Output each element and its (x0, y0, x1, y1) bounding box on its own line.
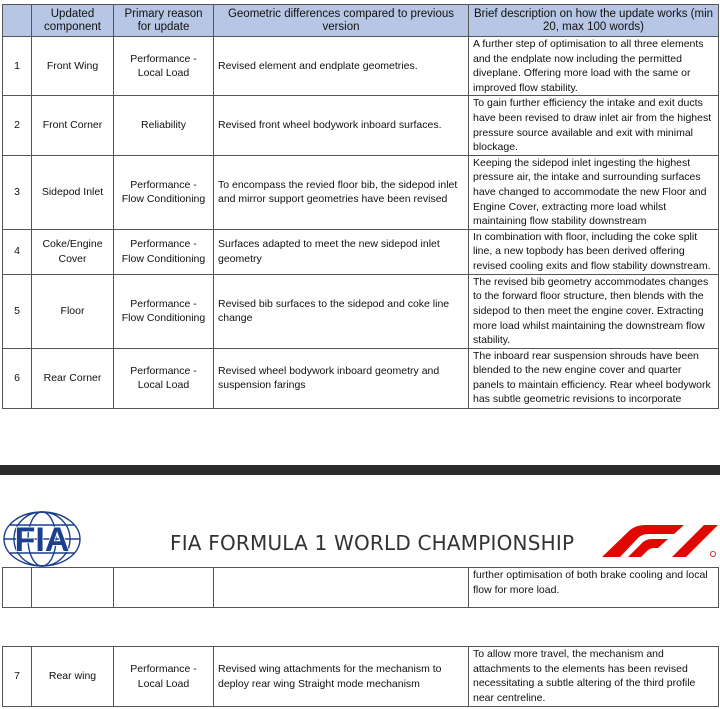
row-number: 4 (3, 229, 32, 274)
header-description: Brief description on how the update works (min 20, max 100 words) (469, 5, 719, 37)
row-component: Rear Corner (32, 348, 114, 408)
row-description: To allow more travel, the mechanism and attachments to the elements has been revised necessitating a subtle altering of the third profile near centreline. (469, 647, 719, 707)
row-geometry (214, 568, 469, 608)
row-number: 6 (3, 348, 32, 408)
row-description: A further step of optimisation to all three elements and the endplate now including the permitted diveplane. Offering more load with the same or improved flow stability. (469, 37, 719, 96)
row-reason (114, 568, 214, 608)
f1-logo (600, 524, 720, 558)
row-reason: Reliability (114, 96, 214, 155)
row-geometry: Revised wing attachments for the mechanism to deploy rear wing Straight mode mechanism (214, 647, 469, 707)
header-component: Updated component (32, 5, 114, 37)
row-geometry: To encompass the revied floor bib, the sidepod inlet and mirror support geometries have been revised (214, 155, 469, 229)
header-geometry: Geometric differences compared to previous version (214, 5, 469, 37)
row-geometry: Revised bib surfaces to the sidepod and coke line change (214, 274, 469, 348)
updates-table (2, 4, 719, 409)
row-geometry: Revised front wheel bodywork inboard surfaces. (214, 96, 469, 155)
table-row (3, 37, 719, 96)
page-header-title: FIA FORMULA 1 WORLD CHAMPIONSHIP (170, 531, 575, 555)
row-reason: Performance - Local Load (114, 647, 214, 707)
row-number: 3 (3, 155, 32, 229)
row-geometry: Surfaces adapted to meet the new sidepod inlet geometry (214, 229, 469, 274)
table-row (3, 96, 719, 155)
row-number: 2 (3, 96, 32, 155)
table-row (3, 348, 719, 408)
table-header-row (3, 5, 719, 37)
table-row (3, 568, 719, 608)
row-description: The revised bib geometry accommodates changes to the forward floor structure, then blends with the sidepod to then meet the engine cover. Extracting more load whilst maintaining the downstream flow stability. (469, 274, 719, 348)
row-component: Sidepod Inlet (32, 155, 114, 229)
row-reason: Performance - Flow Conditioning (114, 155, 214, 229)
row-number: 1 (3, 37, 32, 96)
table-row (3, 155, 719, 229)
header-number (3, 5, 32, 37)
row-description: Keeping the sidepod inlet ingesting the highest pressure air, the intake and surrounding surfaces have changed to accommodate the new Floor and Engine Cover, extracting more load whilst maintaining flow stability downstream (469, 155, 719, 229)
table-row (3, 229, 719, 274)
table-row (3, 274, 719, 348)
continuation-table (2, 567, 719, 608)
row-description: further optimisation of both brake cooling and local flow for more load. (469, 568, 719, 608)
fia-logo (2, 510, 82, 568)
row-component: Floor (32, 274, 114, 348)
row-reason: Performance - Local Load (114, 348, 214, 408)
row-component: Front Corner (32, 96, 114, 155)
header-reason: Primary reason for update (114, 5, 214, 37)
row-reason: Performance - Local Load (114, 37, 214, 96)
row-number: 5 (3, 274, 32, 348)
row-geometry: Revised wheel bodywork inboard geometry and suspension farings (214, 348, 469, 408)
rear-wing-table (2, 646, 719, 707)
row-number (3, 568, 32, 608)
row-component (32, 568, 114, 608)
row-reason: Performance - Flow Conditioning (114, 229, 214, 274)
row-description: The inboard rear suspension shrouds have been blended to the new engine cover and quarter panels to maintain efficiency. Rear wheel bodywork has subtle geometric revisions to incorporate (469, 348, 719, 408)
page-break-bar (0, 465, 720, 475)
table-row (3, 647, 719, 707)
row-number: 7 (3, 647, 32, 707)
row-component: Front Wing (32, 37, 114, 96)
row-component: Coke/Engine Cover (32, 229, 114, 274)
row-description: In combination with floor, including the coke split line, a new topbody has been derived offering revised cooling exits and flow stability downstream. (469, 229, 719, 274)
row-component: Rear wing (32, 647, 114, 707)
row-geometry: Revised element and endplate geometries. (214, 37, 469, 96)
row-description: To gain further efficiency the intake and exit ducts have been revised to draw inlet air from the highest pressure source available and exit with minimal blockage. (469, 96, 719, 155)
row-reason: Performance - Flow Conditioning (114, 274, 214, 348)
fia-logo-text: FIA (14, 521, 70, 559)
